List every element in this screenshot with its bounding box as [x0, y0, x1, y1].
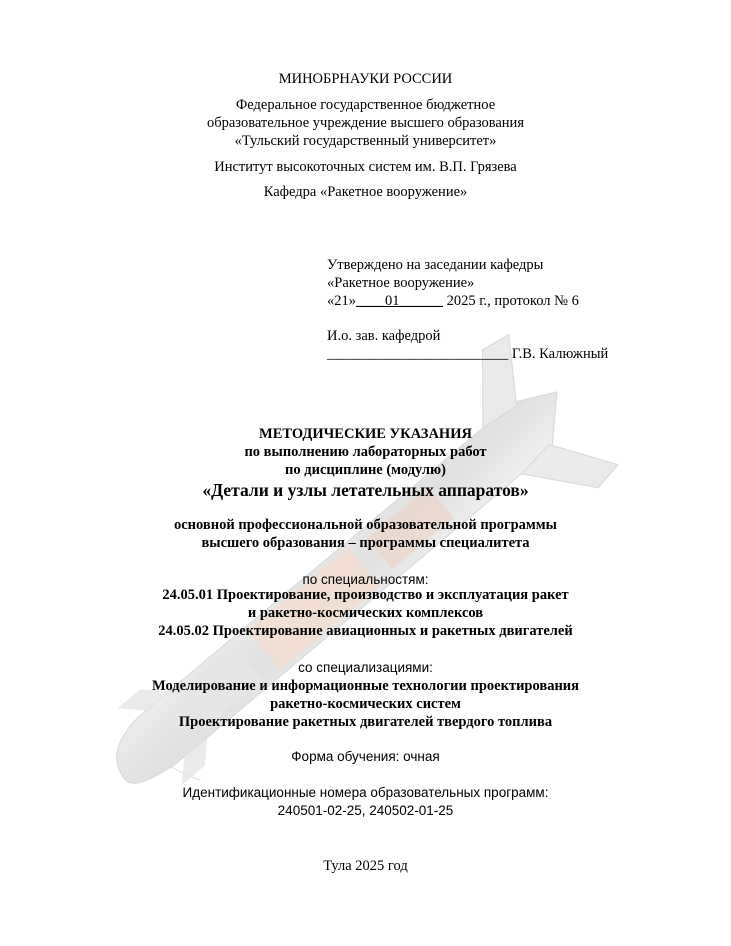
approval-date-gap-2: ______	[399, 293, 443, 309]
title-subline-2: по дисциплине (модулю)	[285, 462, 446, 478]
approval-date-month: 01	[385, 293, 400, 309]
program-ids-label: Идентификационные номера образовательных программ:	[182, 785, 549, 800]
specialization-1-line-2: ракетно-космических систем	[270, 696, 461, 712]
discipline-name: «Детали и узлы летательных аппаратов»	[202, 480, 529, 500]
approval-date-gap-1: ____	[356, 293, 385, 309]
document-title: МЕТОДИЧЕСКИЕ УКАЗАНИЯ	[259, 426, 472, 442]
study-form: Форма обучения: очная	[291, 749, 440, 764]
specializations-label: со специализациями:	[298, 660, 433, 675]
program-ids-values: 240501-02-25, 240502-01-25	[277, 803, 454, 818]
program-line-2: высшего образования – программы специалитета	[201, 535, 530, 551]
ministry-heading: МИНОБРНАУКИ РОССИИ	[278, 71, 453, 87]
approval-date-day: «21»	[327, 293, 356, 309]
approval-protocol: 2025 г., протокол № 6	[443, 293, 579, 309]
institute-name: Институт высокоточных систем им. В.П. Грязева	[214, 159, 517, 175]
approver-signature-line	[327, 345, 608, 363]
approval-date-line	[327, 292, 579, 310]
approval-line-1: Утверждено на заседании кафедры	[327, 257, 544, 273]
signature-blank: _________________________	[327, 346, 509, 362]
specialty-2: 24.05.02 Проектирование авиационных и ракетных двигателей	[158, 623, 573, 639]
specialties-label: по специальностям:	[302, 572, 429, 587]
org-line-2: образовательное учреждение высшего образования	[206, 115, 524, 131]
city-year-footer: Тула 2025 год	[323, 858, 408, 874]
specialization-2: Проектирование ракетных двигателей твердого топлива	[178, 714, 553, 730]
approver-name: Г.В. Калюжный	[508, 346, 609, 362]
program-line-1: основной профессиональной образовательной программы	[174, 517, 557, 533]
approver-role: И.о. зав. кафедрой	[327, 328, 441, 344]
org-line-3: «Тульский государственный университет»	[234, 133, 497, 149]
approval-line-2: «Ракетное вооружение»	[327, 275, 475, 291]
specialty-1-line-2: и ракетно-космических комплексов	[247, 605, 484, 621]
specialization-1-line-1: Моделирование и информационные технологии проектирования	[151, 678, 580, 694]
specialty-1-line-1: 24.05.01 Проектирование, производство и эксплуатация ракет	[162, 587, 569, 603]
org-line-1: Федеральное государственное бюджетное	[235, 97, 496, 113]
title-subline-1: по выполнению лабораторных работ	[244, 444, 487, 460]
department-name: Кафедра «Ракетное вооружение»	[263, 184, 468, 200]
